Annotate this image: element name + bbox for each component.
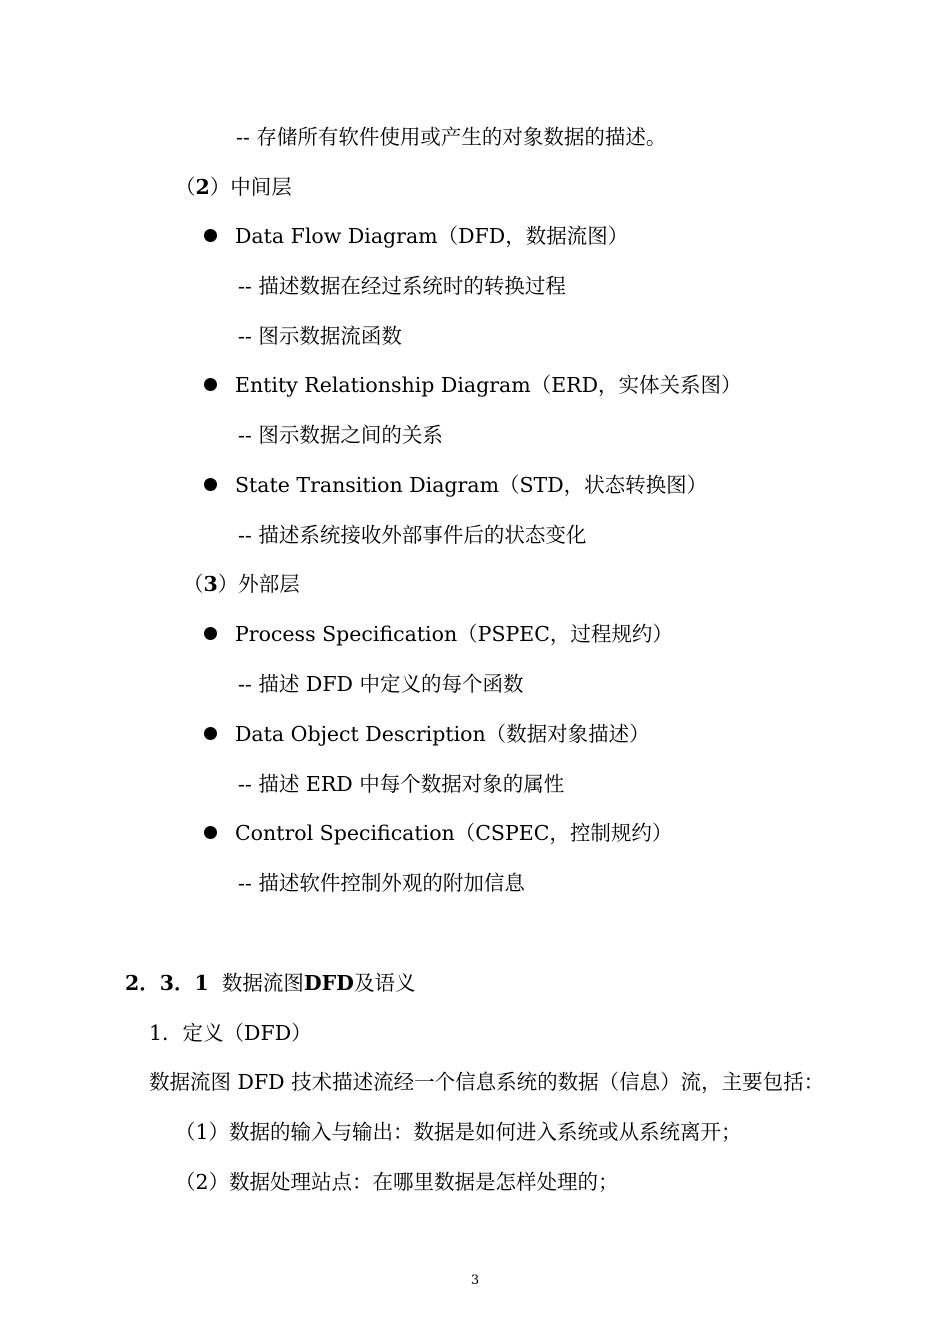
paragraph: 数据流图 DFD 技术描述流经一个信息系统的数据（信息）流，主要包括： xyxy=(149,1070,825,1094)
bullet-dot-icon xyxy=(204,627,217,640)
section-label-middle-layer xyxy=(175,174,292,200)
section-label: ）中间层 xyxy=(209,175,292,199)
bullet-dot-icon xyxy=(204,478,217,491)
bullet-item: Data Object Description（数据对象描述） xyxy=(235,722,650,746)
bullet-dot-icon xyxy=(204,229,217,242)
subheading: 1．定义（DFD） xyxy=(149,1021,312,1045)
heading-number: 2．3．1 xyxy=(125,971,209,995)
text-line: -- 图示数据之间的关系 xyxy=(238,423,443,447)
section-number: 3 xyxy=(203,572,218,596)
bullet-dot-icon xyxy=(204,727,217,740)
bullet-item: State Transition Diagram（STD，状态转换图） xyxy=(235,473,708,497)
heading-text: 及语义 xyxy=(353,971,416,995)
text-line: -- 描述 DFD 中定义的每个函数 xyxy=(238,672,524,696)
text-line: -- 图示数据流函数 xyxy=(238,324,402,348)
text-line: -- 描述系统接收外部事件后的状态变化 xyxy=(238,523,587,547)
text-line: -- 描述 ERD 中每个数据对象的属性 xyxy=(238,772,565,796)
section-label: ）外部层 xyxy=(217,572,300,596)
heading-bold-term: DFD xyxy=(303,971,354,995)
paren-open: （ xyxy=(175,175,196,199)
paren-open: （ xyxy=(183,572,204,596)
bullet-dot-icon xyxy=(204,826,217,839)
text-line: -- 描述软件控制外观的附加信息 xyxy=(238,871,525,895)
section-number: 2 xyxy=(195,175,210,199)
list-item: （2）数据处理站点：在哪里数据是怎样处理的； xyxy=(175,1170,619,1194)
page-number: 3 xyxy=(470,1273,480,1288)
bullet-item: Control Specification（CSPEC，控制规约） xyxy=(235,821,673,845)
section-heading xyxy=(125,970,415,996)
text-line: -- 描述数据在经过系统时的转换过程 xyxy=(238,274,566,298)
bullet-dot-icon xyxy=(204,378,217,391)
section-label-outer-layer xyxy=(183,571,300,597)
list-item: （1）数据的输入与输出：数据是如何进入系统或从系统离开； xyxy=(175,1120,742,1144)
bullet-item: Process Specification（PSPEC，过程规约） xyxy=(235,622,673,646)
heading-text: 数据流图 xyxy=(221,971,304,995)
text-line: -- 存储所有软件使用或产生的对象数据的描述。 xyxy=(236,125,667,149)
bullet-item: Data Flow Diagram（DFD，数据流图） xyxy=(235,224,629,248)
bullet-item: Entity Relationship Diagram（ERD，实体关系图） xyxy=(235,373,742,397)
